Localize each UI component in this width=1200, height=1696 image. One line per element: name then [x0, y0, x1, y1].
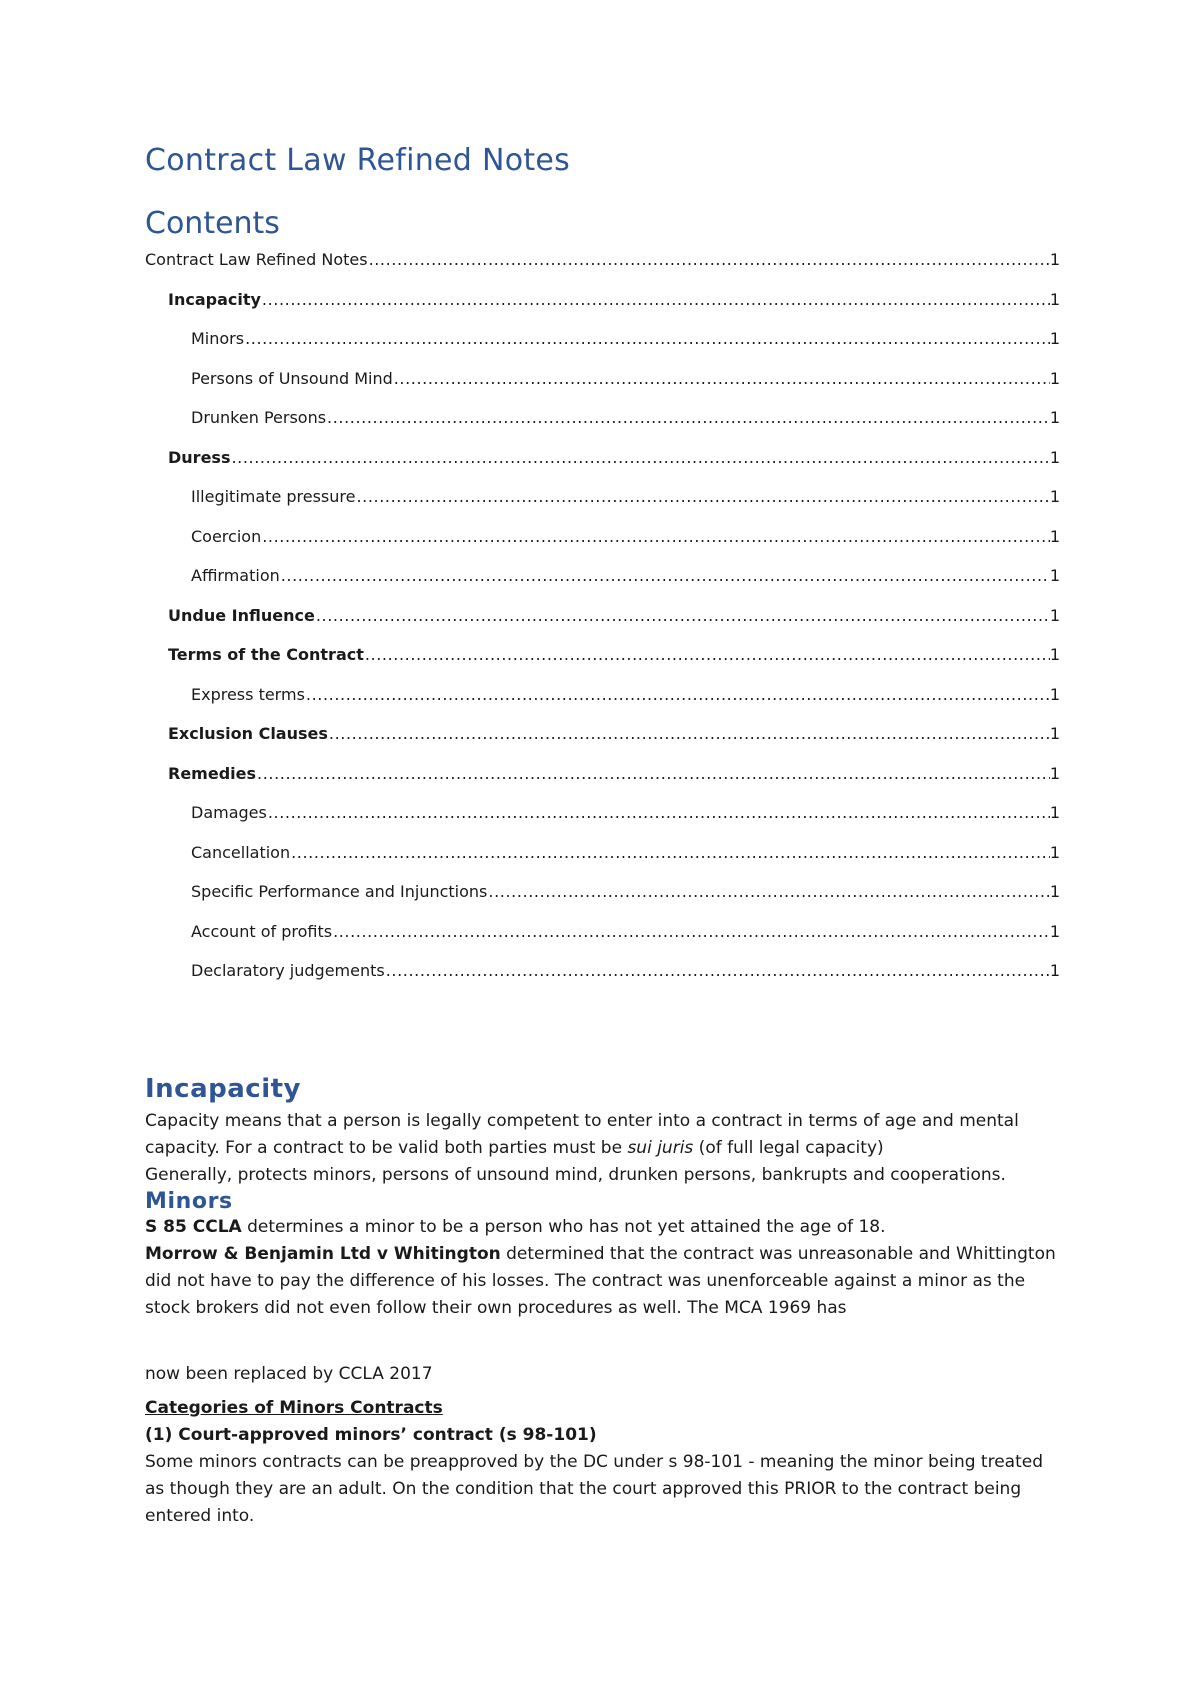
s85-paragraph — [145, 1214, 1065, 1241]
protects-paragraph: Generally, protects minors, persons of unsound mind, drunken persons, bankrupts and cooperations. — [145, 1165, 1006, 1185]
toc-entry-label: Affirmation — [191, 566, 280, 585]
toc-entry-label: Undue Influence — [168, 605, 315, 625]
case-name: Morrow & Benjamin Ltd v Whitington — [145, 1244, 501, 1264]
toc-entry-label: Duress — [168, 447, 231, 467]
toc-entry[interactable] — [145, 566, 1060, 606]
toc-leader-dots — [290, 843, 1050, 862]
toc-leader-dots — [261, 290, 1050, 309]
toc-entry-label: Illegitimate pressure — [191, 487, 356, 506]
toc-leader-dots — [244, 329, 1050, 348]
toc-entry[interactable] — [145, 250, 1060, 290]
toc-entry-page: 1 — [1049, 763, 1060, 783]
minors-heading: Minors — [145, 1189, 233, 1214]
toc-entry-page: 1 — [1049, 724, 1060, 743]
toc-leader-dots — [230, 448, 1049, 467]
toc-heading: Contents — [145, 206, 280, 241]
toc-entry[interactable] — [145, 724, 1060, 764]
toc-entry-page: 1 — [1049, 250, 1060, 269]
toc-entry-page: 1 — [1049, 961, 1060, 980]
toc-entry-label: Declaratory judgements — [191, 961, 385, 980]
toc-entry-label: Persons of Unsound Mind — [191, 368, 393, 388]
toc-entry-page: 1 — [1049, 368, 1060, 388]
toc-leader-dots — [280, 566, 1050, 585]
toc-entry[interactable] — [145, 645, 1060, 685]
toc-entry[interactable] — [145, 843, 1060, 883]
toc-entry[interactable] — [145, 764, 1060, 804]
capacity-text-end: (of full legal capacity) — [693, 1138, 884, 1158]
toc-entry-label: Express terms — [191, 684, 305, 704]
categories-heading — [145, 1395, 1065, 1422]
toc-entry-page: 1 — [1049, 526, 1060, 546]
toc-entry[interactable] — [145, 369, 1060, 409]
toc-entry-page: 1 — [1049, 803, 1060, 822]
toc-entry-page: 1 — [1049, 289, 1060, 309]
toc-entry[interactable] — [145, 487, 1060, 527]
s85-ref: S 85 CCLA — [145, 1217, 242, 1237]
toc-entry-page: 1 — [1049, 329, 1060, 348]
toc-entry-page: 1 — [1049, 566, 1060, 585]
toc-entry-label: Incapacity — [168, 289, 261, 309]
toc-leader-dots — [256, 764, 1050, 783]
toc-entry[interactable] — [145, 290, 1060, 330]
incapacity-heading: Incapacity — [145, 1074, 301, 1104]
toc-entry-page: 1 — [1049, 447, 1060, 467]
toc-entry-label: Drunken Persons — [191, 408, 327, 427]
toc-entry[interactable] — [145, 408, 1060, 448]
document-title: Contract Law Refined Notes — [145, 143, 571, 178]
toc-entry-label: Contract Law Refined Notes — [145, 250, 368, 269]
case-text: determined that the contract was unreasonable and Whittington did not have to pay the difference of his losses. The contract was unenforceable against a minor as the stock brokers did not even follow their own procedures as well. The MCA 1969 has — [145, 1244, 1056, 1318]
toc-entry[interactable] — [145, 685, 1060, 725]
toc-entry-label: Coercion — [191, 526, 262, 546]
toc-leader-dots — [326, 408, 1050, 427]
toc-entry-label: Exclusion Clauses — [168, 724, 328, 743]
toc-leader-dots — [261, 527, 1050, 546]
toc-leader-dots — [328, 724, 1050, 743]
toc-leader-dots — [487, 882, 1049, 901]
toc-entry-page: 1 — [1049, 921, 1060, 941]
minors-continued — [145, 1361, 1065, 1530]
toc-leader-dots — [368, 250, 1050, 269]
toc-entry-page: 1 — [1049, 842, 1060, 862]
court-approved-paragraph: Some minors contracts can be preapproved by the DC under s 98-101 - meaning the minor being treated as though they are an adult. On the condition that the court approved this PRIOR to the contract being entered into. — [145, 1452, 1043, 1526]
toc-entry-page: 1 — [1049, 487, 1060, 506]
toc-entry[interactable] — [145, 961, 1060, 1001]
toc-leader-dots — [364, 645, 1050, 664]
toc-leader-dots — [393, 369, 1050, 388]
toc-leader-dots — [385, 961, 1050, 980]
capacity-text: Capacity means that a person is legally competent to enter into a contract in terms of age and mental capacity. For a contract to be valid both parties must be — [145, 1111, 1019, 1158]
toc-entry-label: Terms of the Contract — [168, 645, 364, 664]
toc-entry[interactable] — [145, 448, 1060, 488]
toc-entry-page: 1 — [1049, 684, 1060, 704]
toc-entry[interactable] — [145, 803, 1060, 843]
toc-entry-label: Minors — [191, 329, 245, 348]
table-of-contents — [145, 250, 1060, 1001]
case-paragraph — [145, 1241, 1065, 1322]
toc-entry-page: 1 — [1049, 605, 1060, 625]
sui-juris-text: sui juris — [627, 1138, 694, 1158]
toc-leader-dots — [355, 487, 1049, 506]
court-approved-heading: (1) Court-approved minors’ contract (s 98-101) — [145, 1425, 597, 1445]
toc-entry-label: Cancellation — [191, 842, 291, 862]
toc-entry-page: 1 — [1049, 408, 1060, 427]
toc-entry-page: 1 — [1049, 882, 1060, 901]
toc-entry[interactable] — [145, 329, 1060, 369]
incapacity-section — [145, 1074, 1065, 1322]
toc-entry-label: Damages — [191, 803, 267, 822]
toc-entry[interactable] — [145, 606, 1060, 646]
toc-leader-dots — [315, 606, 1050, 625]
toc-entry[interactable] — [145, 527, 1060, 567]
toc-leader-dots — [305, 685, 1050, 704]
continued-paragraph: now been replaced by CCLA 2017 — [145, 1364, 433, 1384]
toc-leader-dots — [332, 922, 1050, 941]
toc-entry-label: Remedies — [168, 763, 257, 783]
toc-entry[interactable] — [145, 882, 1060, 922]
toc-entry-page: 1 — [1049, 645, 1060, 664]
toc-entry-label: Account of profits — [191, 921, 333, 941]
toc-entry-label: Specific Performance and Injunctions — [191, 882, 488, 901]
toc-leader-dots — [267, 803, 1050, 822]
s85-text: determines a minor to be a person who has not yet attained the age of 18. — [241, 1217, 886, 1237]
capacity-paragraph — [145, 1108, 1065, 1162]
toc-entry[interactable] — [145, 922, 1060, 962]
categories-heading-text: Categories of Minors Contracts — [145, 1398, 443, 1418]
